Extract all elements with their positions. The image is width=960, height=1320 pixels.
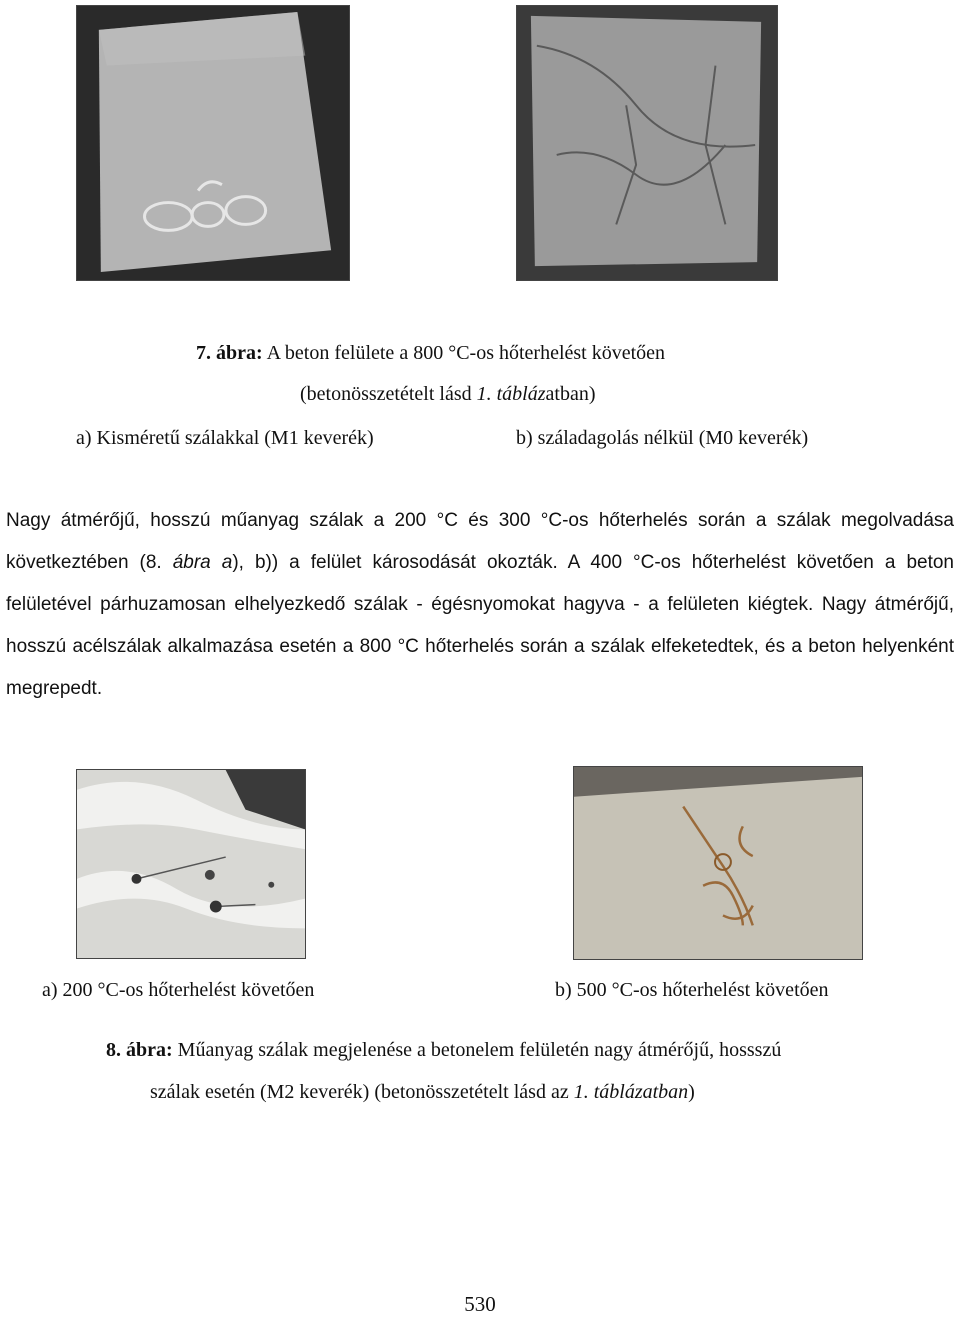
figure7-caption	[196, 339, 665, 367]
paragraph-figure-ref: ábra a	[172, 552, 233, 573]
figure8-line2-table: 1. táblázatban	[573, 1081, 689, 1103]
figure7-number: 7. ábra:	[196, 342, 263, 364]
figure8-line2-before: szálak esetén (M2 keverék) (betonösszetételt lásd az	[150, 1081, 574, 1103]
paragraph-part1: Nagy átmérőjű, hosszú műanyag szálak a 200 °C és 300 °C-os hőterhelés során a szálak megolvadása következtében (8.	[6, 510, 954, 573]
figure7-reference	[300, 380, 596, 408]
figure8-line1: Műanyag szálak megjelenése a betonelem felületén nagy átmérőjű, hossszú	[172, 1039, 782, 1061]
figure7-photo-b	[516, 5, 778, 281]
paragraph-part3: ), b)) a felület károsodását okozták. A 400 °C-os hőterhelést követően a beton felületével párhuzamosan elhelyezkedő szálak - égésnyomokat hagyva - a felületen kiégtek. Nagy átmérőjű, hosszú acélszálak alkalmazása esetén a 800 °C hőterhelés során a szálak elfeketedtek, és a beton helyenként megrepedt.	[6, 552, 954, 699]
figure7-ref-before: (betonösszetételt lásd	[300, 383, 477, 405]
figure8-line2-after: )	[688, 1081, 695, 1103]
page-number: 530	[464, 1292, 496, 1316]
figure7-subcaption-a: a) Kisméretű szálakkal (M1 keverék)	[76, 427, 374, 449]
figure8-number: 8. ábra:	[106, 1039, 173, 1061]
figure8-subcaption-b: b) 500 °C-os hőterhelést követően	[555, 979, 829, 1001]
figure8-caption-line1	[106, 1036, 781, 1064]
figure7-ref-after: atban)	[545, 383, 596, 405]
figure8-caption-line2	[150, 1078, 695, 1106]
figure8-photo-a	[76, 769, 306, 959]
figure8-subcaption-a: a) 200 °C-os hőterhelést követően	[42, 979, 315, 1001]
body-paragraph	[6, 500, 954, 710]
figure7-title: A beton felülete a 800 °C-os hőterhelést követően	[266, 342, 666, 364]
figure8-photo-b	[573, 766, 863, 960]
figure7-ref-table: 1. tábláz	[476, 383, 546, 405]
figure7-subcaption-b: b) száladagolás nélkül (M0 keverék)	[516, 427, 809, 449]
figure7-photo-a	[76, 5, 350, 281]
